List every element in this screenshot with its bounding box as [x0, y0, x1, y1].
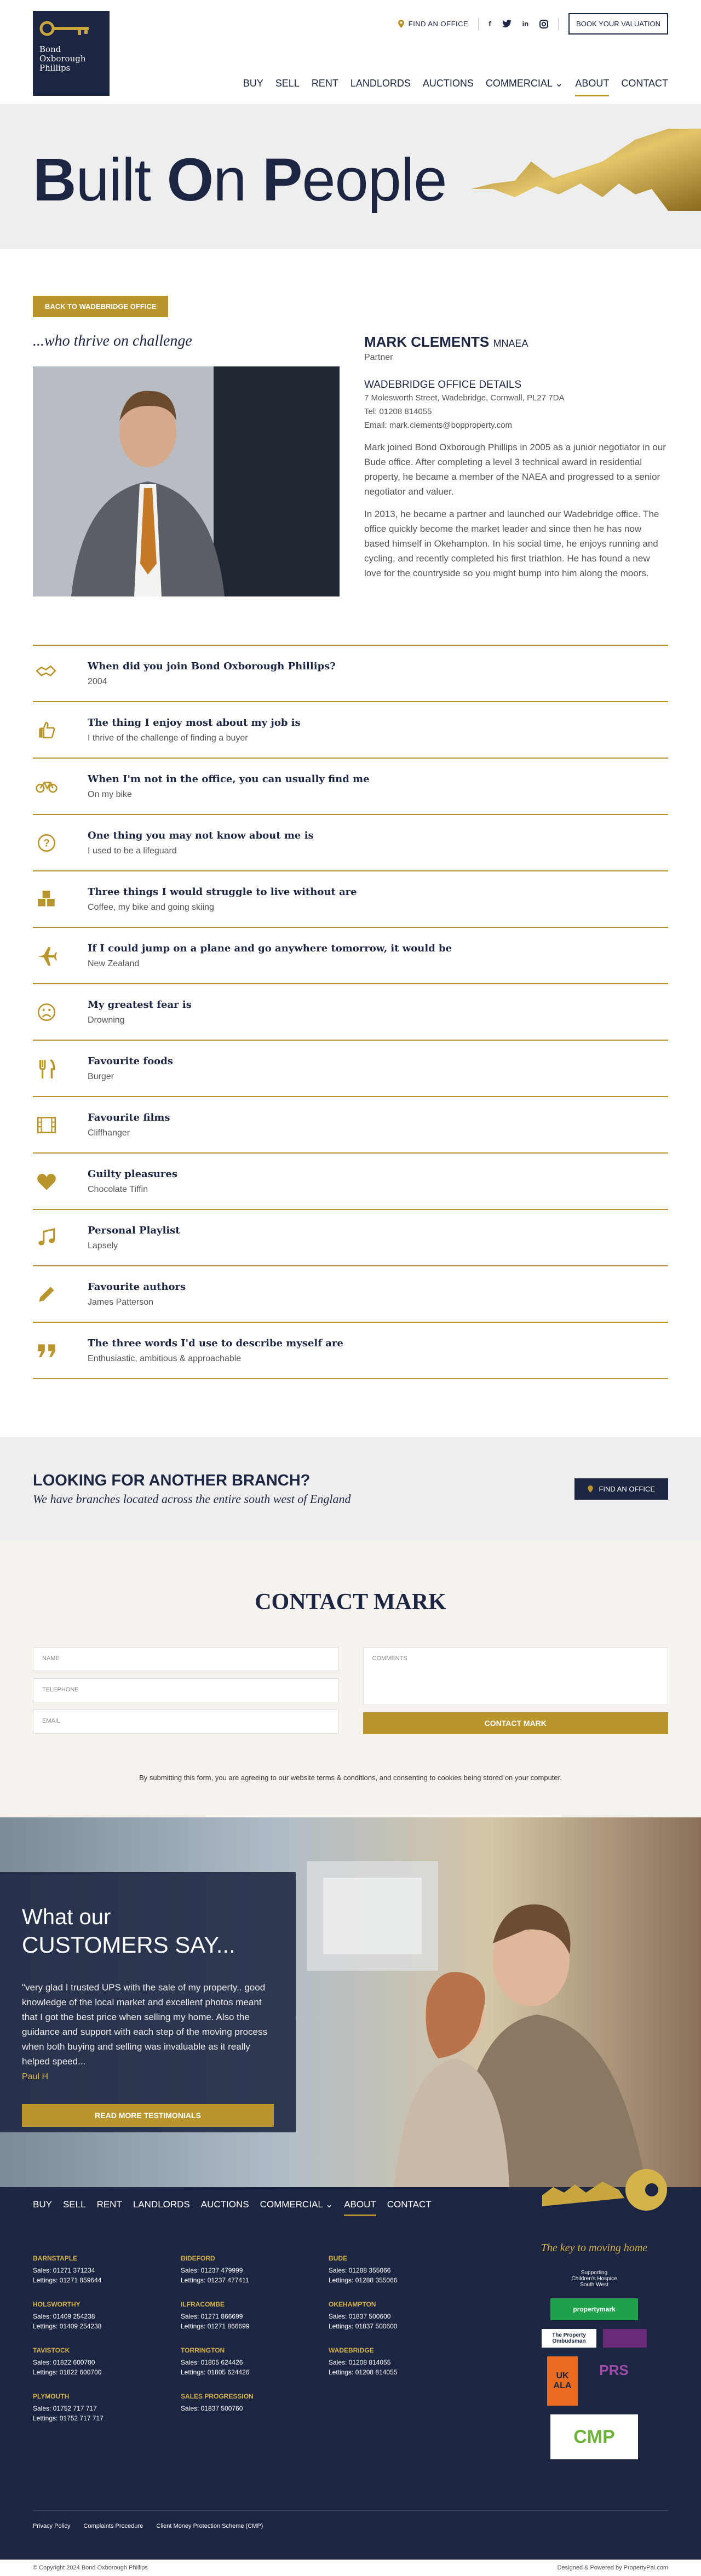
qa-row — [33, 759, 668, 815]
office-item — [181, 2254, 329, 2285]
office-sales[interactable]: Sales: 01409 254238 — [33, 2313, 95, 2320]
branch-subtitle: We have branches located across the entire south west of England — [33, 1491, 351, 1506]
qa-row — [33, 815, 668, 871]
site-header — [0, 0, 701, 104]
office-sales[interactable]: Sales: 01805 624426 — [181, 2359, 243, 2366]
name-field[interactable]: NAME — [33, 1647, 338, 1671]
testimonials-section — [0, 1817, 701, 2187]
office-name[interactable]: BARNSTAPLE — [33, 2254, 78, 2262]
office-item — [33, 2254, 181, 2285]
footer-nav-commercial[interactable] — [260, 2199, 334, 2216]
brand-name-3: Phillips — [39, 63, 71, 73]
cmp-link[interactable]: Client Money Protection Scheme (CMP) — [156, 2523, 263, 2529]
office-lettings[interactable]: Lettings: 01822 600700 — [33, 2368, 102, 2376]
email-field[interactable]: EMAIL — [33, 1709, 338, 1734]
office-sales[interactable]: Sales: 01837 500760 — [181, 2405, 243, 2412]
nav-about[interactable]: ABOUT — [575, 78, 609, 96]
thumbs-up-icon — [36, 719, 58, 741]
office-title: WADEBRIDGE OFFICE DETAILS — [364, 379, 522, 391]
office-sales[interactable]: Sales: 01237 479999 — [181, 2267, 243, 2274]
office-email[interactable]: Email: mark.clements@bopproperty.com — [364, 421, 513, 430]
office-sales[interactable]: Sales: 01822 600700 — [33, 2359, 95, 2366]
testimonial-author: Paul H — [22, 2072, 49, 2081]
hospice-badge: Supporting Children's Hospice South West — [571, 2269, 617, 2288]
telephone-field[interactable]: TELEPHONE — [33, 1678, 338, 1702]
designed-by-link[interactable]: Designed & Powered by PropertyPal.com — [557, 2564, 668, 2571]
pencil-icon — [36, 1283, 58, 1305]
comments-field[interactable]: COMMENTS — [363, 1647, 669, 1705]
music-icon — [36, 1227, 58, 1249]
agent-role: Partner — [364, 353, 393, 362]
nav-rent[interactable]: RENT — [311, 78, 338, 89]
office-lettings[interactable]: Lettings: 01805 624426 — [181, 2368, 250, 2376]
top-bar — [398, 13, 668, 35]
testimonial-card — [0, 1872, 296, 2132]
testimonial-heading-2: CUSTOMERS SAY... — [22, 1932, 235, 1958]
key-logo-icon — [39, 18, 94, 39]
qa-question: Favourite foods — [88, 1055, 173, 1067]
copyright-text: © Copyright 2024 Bond Oxborough Phillips — [33, 2564, 148, 2571]
office-sales[interactable]: Sales: 01752 717 717 — [33, 2405, 97, 2412]
office-lettings[interactable]: Lettings: 01288 355066 — [329, 2276, 398, 2284]
testimonial-quote: "very glad I trusted UPS with the sale of my property.. good knowledge of the local market and excellent photos meant that I got the best price when selling my home. Also the guidance and support with each step of the moving process when both buying and selling was invaluable as it really helped speed... — [22, 1982, 267, 2067]
qa-row — [33, 1323, 668, 1379]
contact-form — [33, 1647, 668, 1741]
profile-section — [33, 332, 668, 596]
cutlery-icon — [36, 1058, 58, 1080]
office-item — [329, 2300, 476, 2331]
office-item — [33, 2300, 181, 2331]
quote-icon — [36, 1340, 58, 1362]
instagram-icon[interactable] — [539, 20, 548, 28]
main-nav — [243, 78, 668, 96]
consent-text: By submitting this form, you are agreeing to our website terms & conditions, and consenting to cookies being stored on your computer. — [139, 1774, 562, 1782]
find-office-link[interactable] — [398, 20, 469, 28]
hero-title: Built On People — [33, 146, 447, 214]
propertymark-badge: propertymark — [550, 2298, 638, 2320]
office-item — [181, 2300, 329, 2331]
chevron-down-icon: ⌄ — [325, 2199, 334, 2210]
complaints-link[interactable]: Complaints Procedure — [83, 2523, 143, 2529]
bicycle-icon — [36, 776, 58, 798]
qa-answer: 2004 — [88, 676, 107, 686]
footer-nav-sell[interactable]: SELL — [62, 2199, 86, 2210]
qa-row — [33, 646, 668, 702]
svg-text:?: ? — [43, 837, 50, 849]
footer-nav — [33, 2187, 668, 2216]
qa-question: Favourite authors — [88, 1281, 186, 1293]
office-details — [364, 379, 668, 432]
qa-row — [33, 1266, 668, 1323]
bio-paragraph-2: In 2013, he became a partner and launched our Wadebridge office. The office quickly become the market leader and since then he has now based himself in Okehampton. In his social time, he enjoys running and cycling, and recently completed his first triathlon. He has found a new love for the countryside so you might bump into him along the moors. — [364, 509, 659, 578]
nav-commercial-label: COMMERCIAL — [485, 78, 553, 89]
plane-icon — [36, 945, 58, 967]
office-address: 7 Molesworth Street, Wadebridge, Cornwall, PL27 7DA — [364, 393, 565, 403]
office-lettings[interactable]: Lettings: 01409 254238 — [33, 2322, 102, 2330]
qa-answer: On my bike — [88, 789, 132, 799]
qa-answer: Cliffhanger — [88, 1128, 130, 1138]
qa-question: Favourite films — [88, 1111, 170, 1123]
linkedin-icon[interactable]: in — [522, 19, 529, 28]
qa-answer: Burger — [88, 1071, 114, 1081]
qa-question: The three words I'd use to describe myself are — [88, 1337, 343, 1349]
office-lettings[interactable]: Lettings: 01837 500600 — [329, 2322, 398, 2330]
office-sales[interactable]: Sales: 01208 814055 — [329, 2359, 391, 2366]
office-name[interactable]: TORRINGTON — [181, 2346, 225, 2354]
facebook-icon[interactable]: f — [489, 19, 491, 28]
qa-answer: I used to be a lifeguard — [88, 846, 177, 856]
footer-nav-auctions[interactable]: AUCTIONS — [200, 2199, 249, 2210]
branch-cta — [0, 1437, 701, 1541]
qa-answer: Coffee, my bike and going skiing — [88, 902, 214, 912]
office-lettings[interactable]: Lettings: 01237 477411 — [181, 2276, 249, 2284]
footer-nav-landlords[interactable]: LANDLORDS — [133, 2199, 190, 2210]
office-name[interactable]: WADEBRIDGE — [329, 2346, 374, 2354]
hero-key-icon — [471, 129, 701, 211]
office-item — [181, 2346, 329, 2377]
map-pin-icon — [398, 20, 404, 28]
office-sales[interactable]: Sales: 01271 866699 — [181, 2313, 243, 2320]
agent-bio — [364, 440, 668, 581]
qa-answer: I thrive of the challenge of finding a buyer — [88, 733, 248, 743]
nav-buy[interactable]: BUY — [243, 78, 263, 89]
office-item — [33, 2346, 181, 2377]
qa-answer: Lapsely — [88, 1241, 118, 1250]
hero-banner — [0, 104, 701, 249]
qa-question: When I'm not in the office, you can usually find me — [88, 773, 370, 785]
ombudsman-badge: The Property Ombudsman — [542, 2329, 596, 2348]
twitter-icon[interactable] — [502, 20, 512, 27]
footer-nav-contact[interactable]: CONTACT — [387, 2199, 432, 2210]
qa-answer: Chocolate Tiffin — [88, 1184, 148, 1194]
qa-question: Guilty pleasures — [88, 1168, 178, 1180]
qa-question: Personal Playlist — [88, 1224, 180, 1236]
qa-row — [33, 984, 668, 1041]
office-lettings[interactable]: Lettings: 01271 866699 — [181, 2322, 250, 2330]
heart-icon — [36, 1171, 58, 1192]
footer-nav-commercial-label: COMMERCIAL — [260, 2199, 323, 2210]
qa-row — [33, 1210, 668, 1266]
bio-paragraph-1: Mark joined Bond Oxborough Phillips in 2005 as a junior negotiator in our Bude office. After completing a level 3 technical award in residential property, he became a member of the NAEA and progressed to a senior negotiator and valuer. — [364, 442, 666, 497]
nav-commercial[interactable] — [486, 78, 563, 96]
profile-photo — [33, 366, 340, 596]
contact-section — [0, 1541, 701, 1817]
nav-auctions[interactable]: AUCTIONS — [422, 78, 474, 89]
agent-name: MARK CLEMENTS MNAEA — [364, 334, 528, 350]
privacy-link[interactable]: Privacy Policy — [33, 2523, 71, 2529]
qa-question: When did you join Bond Oxborough Phillips? — [88, 660, 336, 672]
nav-contact[interactable]: CONTACT — [621, 78, 668, 89]
deposit-badge — [603, 2329, 647, 2348]
qa-row — [33, 1154, 668, 1210]
footer-nav-about[interactable]: ABOUT — [344, 2199, 376, 2216]
office-name[interactable]: TAVISTOCK — [33, 2346, 70, 2354]
prs-badge: PRS — [599, 2361, 629, 2378]
office-name[interactable]: BIDEFORD — [181, 2254, 215, 2262]
footer-nav-rent[interactable]: RENT — [96, 2199, 122, 2210]
contact-title: CONTACT MARK — [255, 1590, 446, 1615]
qa-answer: New Zealand — [88, 959, 140, 968]
brand-name-2: Oxborough — [39, 54, 86, 64]
find-office-label: FIND AN OFFICE — [408, 20, 469, 28]
testimonial-heading-1: What our — [22, 1905, 111, 1929]
boxes-icon — [36, 888, 58, 910]
office-sales[interactable]: Sales: 01837 500600 — [329, 2313, 391, 2320]
chevron-down-icon: ⌄ — [555, 78, 564, 89]
branch-title: LOOKING FOR ANOTHER BRANCH? — [33, 1471, 311, 1489]
office-item — [329, 2254, 476, 2285]
handshake-icon — [36, 663, 58, 685]
qa-answer: Enthusiastic, ambitious & approachable — [88, 1353, 242, 1363]
qa-question: My greatest fear is — [88, 999, 192, 1011]
footer-tagline: The key to moving home — [541, 2242, 648, 2254]
branch-find-office-label: FIND AN OFFICE — [599, 1484, 655, 1493]
office-item — [181, 2393, 329, 2423]
qa-question: The thing I enjoy most about my job is — [88, 716, 301, 728]
office-item — [329, 2346, 476, 2377]
nav-landlords[interactable]: LANDLORDS — [350, 78, 411, 89]
frown-icon — [36, 1001, 58, 1023]
copyright-bar — [0, 2560, 701, 2576]
social-links — [478, 18, 559, 31]
nav-sell[interactable]: SELL — [275, 78, 300, 89]
qa-list — [33, 645, 668, 1379]
qa-row — [33, 928, 668, 984]
read-more-testimonials-button[interactable]: READ MORE TESTIMONIALS — [22, 2104, 274, 2127]
contact-submit-button[interactable]: CONTACT MARK — [363, 1712, 669, 1734]
branch-find-office-button[interactable] — [574, 1478, 668, 1500]
office-tel[interactable]: Tel: 01208 814055 — [364, 407, 432, 416]
office-name[interactable]: BUDE — [329, 2254, 348, 2262]
qa-answer: James Patterson — [88, 1297, 154, 1307]
cmp-badge: CMP — [550, 2414, 638, 2459]
profile-tagline: ...who thrive on challenge — [33, 332, 192, 349]
person-photo-icon — [33, 366, 340, 596]
office-sales[interactable]: Sales: 01288 355066 — [329, 2267, 391, 2274]
back-to-office-button[interactable]: BACK TO WADEBRIDGE OFFICE — [33, 296, 168, 317]
office-name[interactable]: OKEHAMPTON — [329, 2300, 376, 2308]
office-name[interactable]: HOLSWORTHY — [33, 2300, 81, 2308]
qa-answer: Drowning — [88, 1015, 125, 1025]
office-lettings[interactable]: Lettings: 01752 717 717 — [33, 2414, 104, 2422]
qa-row — [33, 1041, 668, 1097]
map-pin-icon — [588, 1485, 593, 1493]
brand-logo[interactable] — [33, 11, 110, 96]
office-item — [33, 2393, 181, 2423]
qa-row — [33, 871, 668, 928]
office-name[interactable]: SALES PROGRESSION — [181, 2393, 254, 2400]
office-sales[interactable]: Sales: 01271 371234 — [33, 2267, 95, 2274]
ukala-badge: UK ALA — [547, 2356, 578, 2406]
question-icon — [36, 832, 58, 854]
office-lettings[interactable]: Lettings: 01271 859644 — [33, 2276, 102, 2284]
brand-name-1: Bond — [39, 44, 61, 54]
book-valuation-button[interactable]: BOOK YOUR VALUATION — [568, 13, 668, 35]
footer-nav-buy[interactable]: BUY — [33, 2199, 52, 2210]
qa-question: If I could jump on a plane and go anywhere tomorrow, it would be — [88, 942, 452, 954]
qa-row — [33, 702, 668, 759]
office-name[interactable]: ILFRACOMBE — [181, 2300, 225, 2308]
office-lettings[interactable]: Lettings: 01208 814055 — [329, 2368, 398, 2376]
qa-question: Three things I would struggle to live without are — [88, 886, 357, 898]
site-footer — [0, 2187, 701, 2560]
qa-question: One thing you may not know about me is — [88, 829, 314, 841]
accreditations — [520, 2242, 668, 2468]
footer-links — [33, 2510, 668, 2529]
film-icon — [36, 1114, 58, 1136]
qa-row — [33, 1097, 668, 1154]
office-name[interactable]: PLYMOUTH — [33, 2393, 70, 2400]
